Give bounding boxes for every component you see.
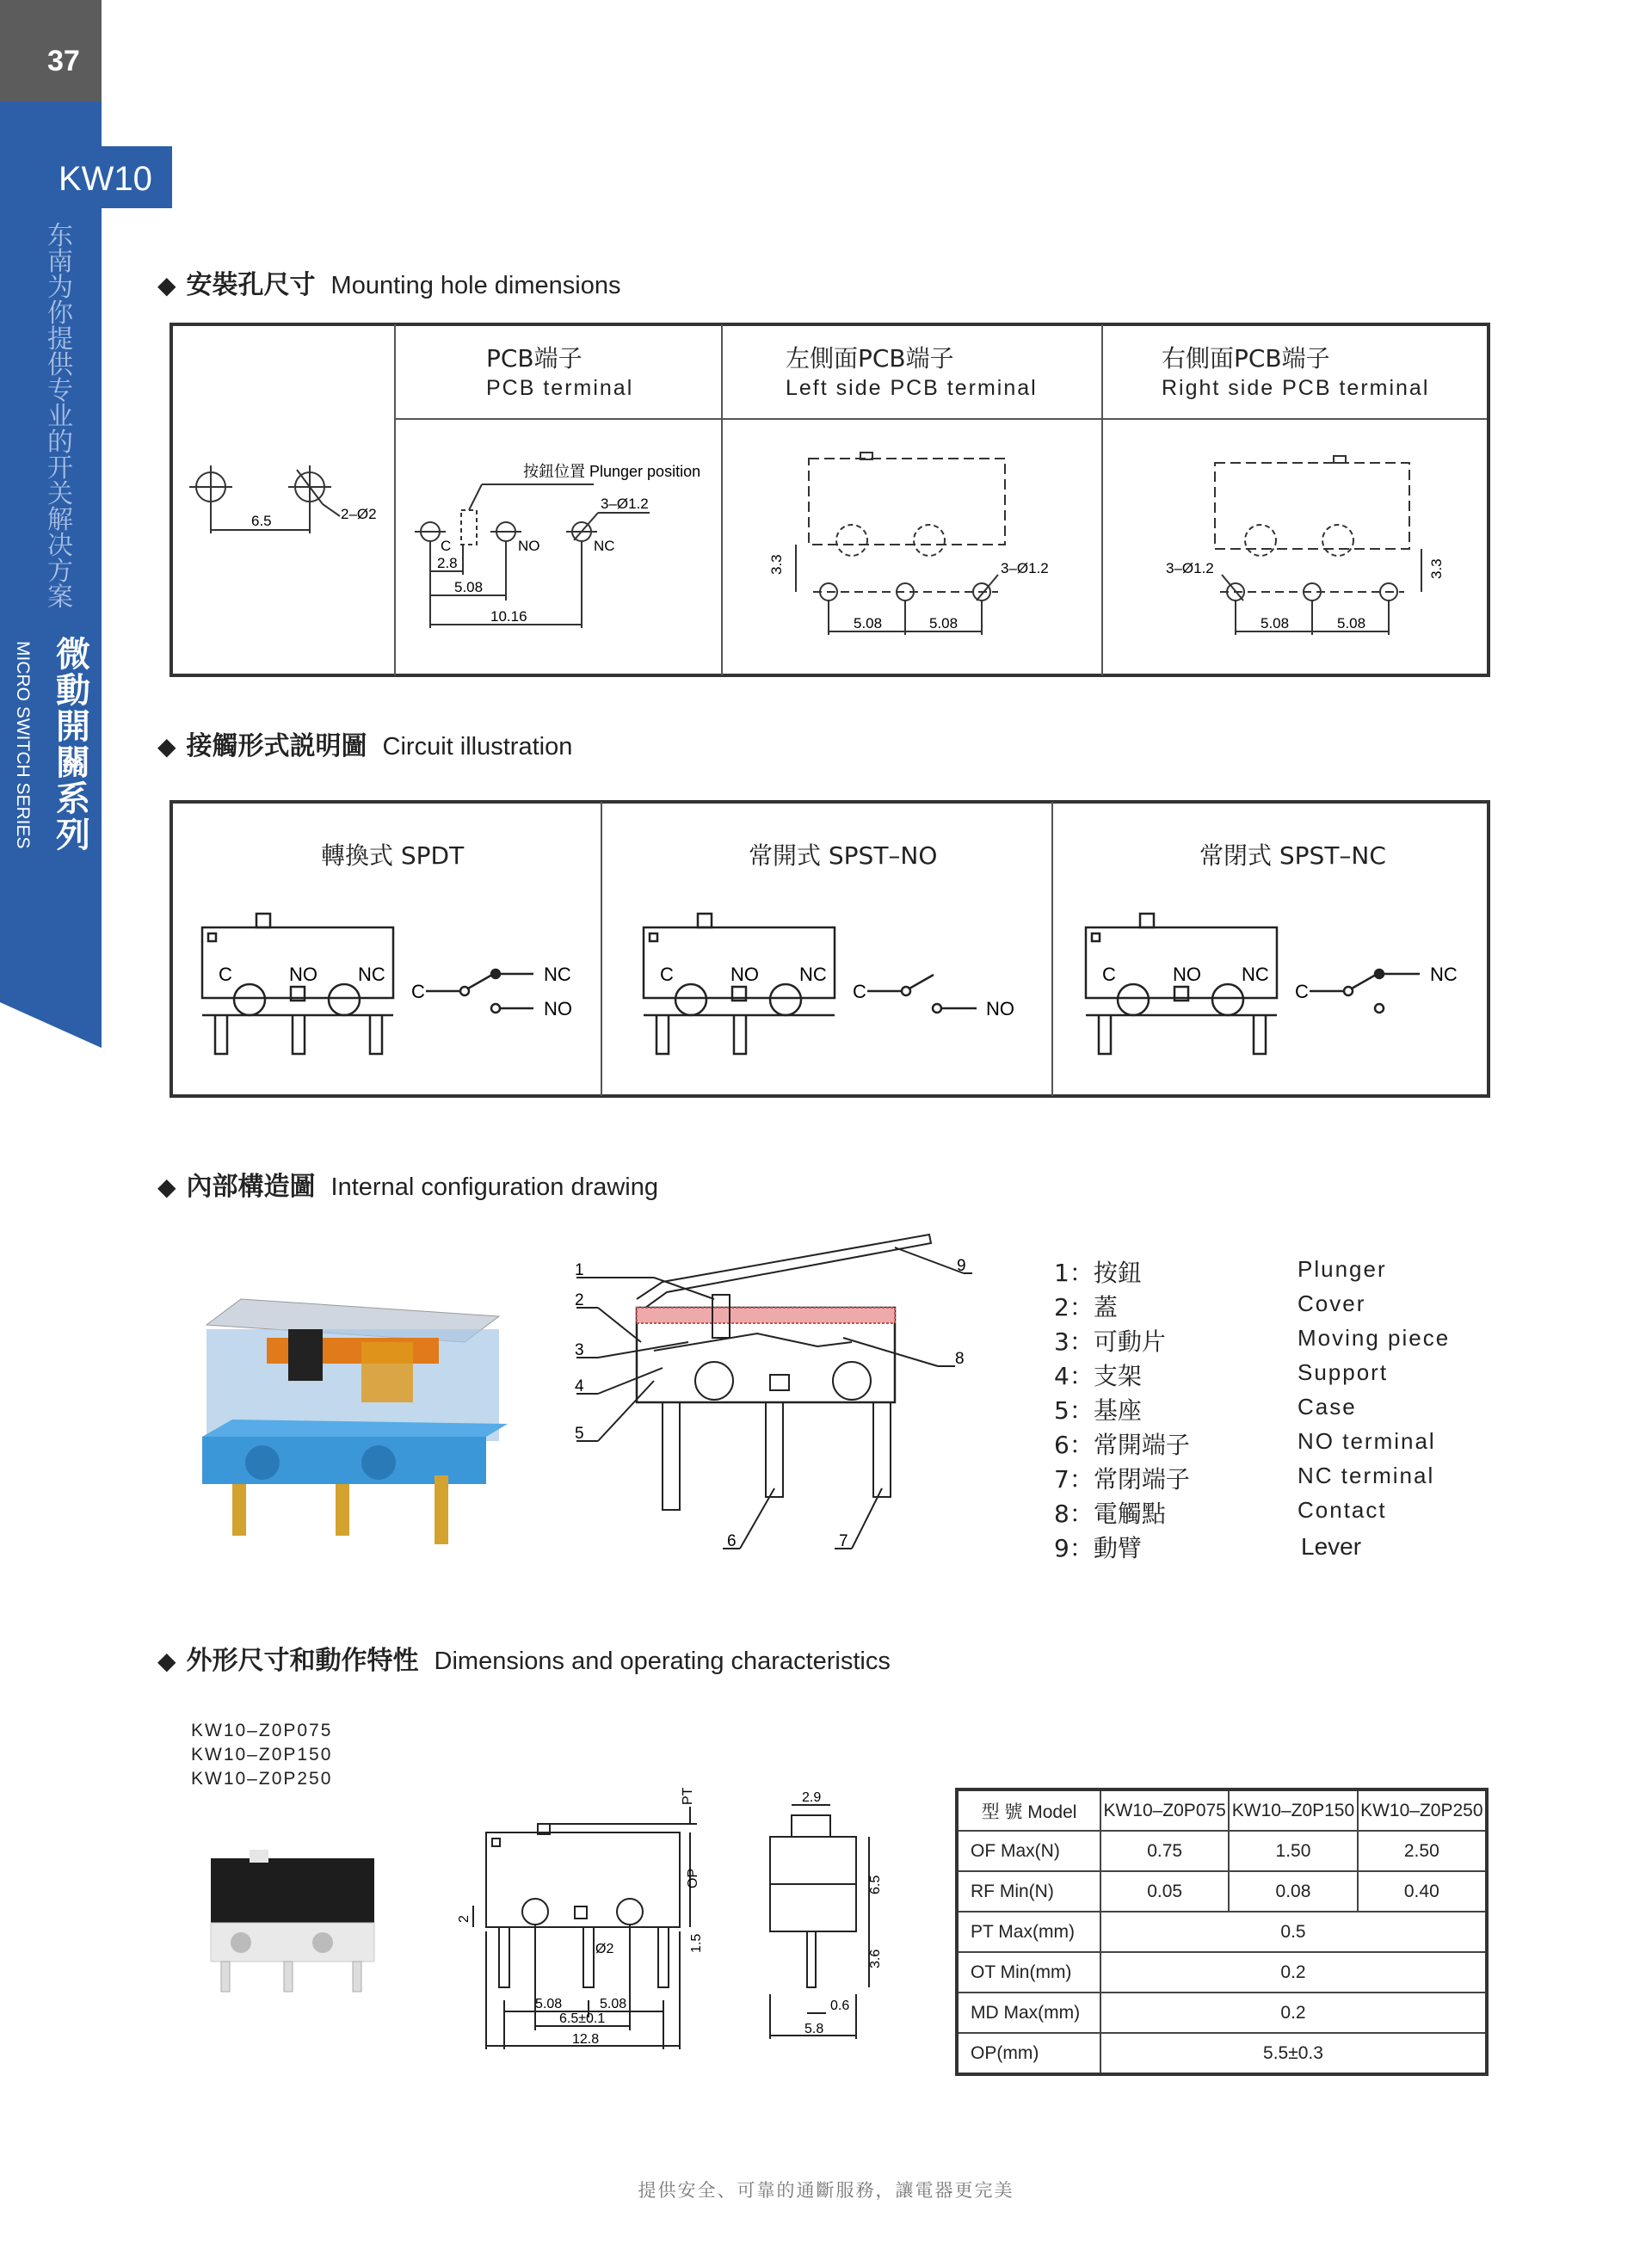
spstnc-schem-c: C <box>1295 981 1309 1002</box>
table-header-250: KW10–Z0P250 <box>1358 1789 1487 1831</box>
table-row <box>957 1952 1487 1993</box>
part-1-cn: 1：按鈕 <box>1054 1259 1142 1287</box>
table-row <box>957 1871 1487 1912</box>
cell-value: 1.50 <box>1229 1831 1357 1871</box>
part-8-en: Contact <box>1298 1497 1387 1523</box>
dim-5-08-left-a: 5.08 <box>854 615 883 631</box>
callout-5: 5 <box>575 1425 584 1443</box>
table-header-075: KW10–Z0P075 <box>1100 1789 1229 1831</box>
section-heading-circuit: ◆ 接觸形式説明圖 Circuit illustration <box>157 731 573 761</box>
circuit-spst-no-title: 常開式 SPST–NO <box>749 841 938 870</box>
spdt-schem-c: C <box>411 981 425 1002</box>
cell-value: 0.05 <box>1100 1871 1229 1912</box>
cell-value: 0.75 <box>1100 1831 1229 1871</box>
circuit-spdt-title: 轉換式 SPDT <box>321 841 465 870</box>
model-075: KW10–Z0P075 <box>191 1721 333 1740</box>
page-number: 37 <box>47 45 80 77</box>
dim-3-3-left: 3.3 <box>768 554 785 575</box>
part-6-cn: 6：常開端子 <box>1054 1431 1190 1459</box>
label-0-6: 0.6 <box>830 1999 850 2013</box>
part-3-cn: 3：可動片 <box>1054 1327 1166 1356</box>
circuit-drawings <box>172 895 1489 1088</box>
spstno-no: NO <box>730 964 759 985</box>
part-4-en: Support <box>1298 1359 1389 1385</box>
label-2-9: 2.9 <box>802 1790 822 1805</box>
label-nc: NC <box>594 538 615 554</box>
label-pt: PT <box>681 1787 695 1805</box>
series-code: KW10 <box>59 160 152 198</box>
cell-value: 0.2 <box>1100 1993 1487 2033</box>
callout-2: 2 <box>575 1291 584 1309</box>
part-9-en: Lever <box>1301 1533 1362 1560</box>
table-header-150: KW10–Z0P150 <box>1229 1789 1357 1831</box>
spstno-c: C <box>660 964 674 985</box>
col-header-right-pcb: 右側面PCB端子 Right side PCB terminal <box>1162 344 1430 400</box>
spdt-no: NO <box>289 964 317 985</box>
dim-5-08-right-b: 5.08 <box>1337 615 1366 631</box>
dimension-drawings <box>439 1781 921 2065</box>
dim-6-5: 6.5 <box>251 513 272 529</box>
dim-3-3-right: 3.3 <box>1428 558 1445 579</box>
spstno-nc: NC <box>799 964 827 985</box>
internal-line-drawing <box>559 1222 972 1566</box>
dim-2-phi2: 2–Ø2 <box>341 506 377 522</box>
spec-table <box>955 1788 1489 2076</box>
dim-3-phi1-2-left: 3–Ø1.2 <box>1001 560 1049 576</box>
part-9-cn: 9：動臂 <box>1054 1534 1142 1562</box>
label-3-6: 3.6 <box>868 1949 883 1968</box>
part-1-en: Plunger <box>1298 1256 1387 1282</box>
label-5-08-b: 5.08 <box>600 1997 627 2011</box>
part-2-cn: 2：蓋 <box>1054 1293 1118 1321</box>
callout-7: 7 <box>839 1532 848 1550</box>
internal-switch-photo <box>189 1256 508 1549</box>
row-label: MD Max(mm) <box>957 1993 1100 2033</box>
cell-value: 2.50 <box>1358 1831 1487 1871</box>
plunger-position-label: 按鈕位置 Plunger position <box>523 463 701 480</box>
label-no: NO <box>518 538 540 554</box>
model-list <box>191 1719 332 1791</box>
row-label: OT Min(mm) <box>957 1952 1100 1993</box>
model-150: KW10–Z0P150 <box>191 1745 333 1765</box>
dim-3-phi1-2: 3–Ø1.2 <box>601 496 649 512</box>
callout-9: 9 <box>957 1257 966 1275</box>
callout-6: 6 <box>727 1532 737 1550</box>
label-6-5-tol: 6.5±0.1 <box>559 2011 606 2026</box>
label-phi2: Ø2 <box>595 1942 614 1956</box>
product-photo <box>194 1841 383 1996</box>
table-row <box>957 1993 1487 2033</box>
spstnc-nc: NC <box>1242 964 1269 985</box>
page-footer: 提供安全、可靠的通斷服務，讓電器更完美 <box>638 2180 1014 2201</box>
spdt-schem-nc: NC <box>544 964 571 985</box>
callout-8: 8 <box>955 1350 965 1368</box>
callout-3: 3 <box>575 1341 584 1359</box>
callout-4: 4 <box>575 1377 584 1395</box>
label-5-08-a: 5.08 <box>535 1997 563 2011</box>
sidebar-title-en: MICRO SWITCH SERIES <box>13 641 33 849</box>
cell-value: 0.5 <box>1100 1912 1487 1952</box>
row-label: OF Max(N) <box>957 1831 1100 1871</box>
circuit-spst-nc-title: 常閉式 SPST–NC <box>1199 841 1386 870</box>
section-heading-mounting: ◆ 安裝孔尺寸 Mounting hole dimensions <box>157 270 621 300</box>
dim-5-08-left-b: 5.08 <box>929 615 959 631</box>
spstnc-c: C <box>1102 964 1116 985</box>
spstnc-schem-nc: NC <box>1430 964 1458 985</box>
spdt-schem-no: NO <box>544 998 572 1019</box>
label-c: C <box>441 538 452 554</box>
label-6-5-side: 6.5 <box>868 1875 883 1894</box>
label-1-5: 1.5 <box>689 1933 704 1953</box>
callout-1: 1 <box>575 1261 584 1279</box>
cell-value: 0.40 <box>1358 1871 1487 1912</box>
row-label: RF Min(N) <box>957 1871 1100 1912</box>
mounting-drawings <box>172 420 1489 674</box>
table-row <box>957 1831 1487 1871</box>
sidebar-slogan: 东南为你提供专业的开关解决方案 <box>47 221 73 613</box>
label-op: OP <box>686 1868 700 1888</box>
table-row <box>957 1912 1487 1952</box>
sidebar-title-cn: 微動開關系列 <box>56 635 90 855</box>
dim-3-phi1-2-right: 3–Ø1.2 <box>1166 560 1214 576</box>
spstno-schem-no: NO <box>986 998 1014 1019</box>
label-5-8: 5.8 <box>804 2022 824 2036</box>
section-heading-internal: ◆ 內部構造圖 Internal configuration drawing <box>157 1172 659 1202</box>
part-8-cn: 8：電觸點 <box>1054 1500 1166 1528</box>
part-7-en: NC terminal <box>1298 1463 1435 1488</box>
part-6-en: NO terminal <box>1298 1428 1436 1454</box>
cell-value: 5.5±0.3 <box>1100 2033 1487 2074</box>
col-header-left-pcb: 左側面PCB端子 Left side PCB terminal <box>786 344 1038 400</box>
spstno-schem-c: C <box>853 981 866 1002</box>
dim-2-8: 2.8 <box>437 555 458 571</box>
cell-value: 0.2 <box>1100 1952 1487 1993</box>
dim-5-08: 5.08 <box>454 579 484 595</box>
spstnc-no: NO <box>1173 964 1201 985</box>
table-row <box>957 2033 1487 2074</box>
section-heading-dimensions: ◆ 外形尺寸和動作特性 Dimensions and operating characteristics <box>157 1646 891 1676</box>
dim-10-16: 10.16 <box>490 608 527 625</box>
part-7-cn: 7：常閉端子 <box>1054 1465 1190 1494</box>
row-label: PT Max(mm) <box>957 1912 1100 1952</box>
part-3-en: Moving piece <box>1298 1325 1451 1351</box>
spdt-c: C <box>219 964 232 985</box>
spdt-nc: NC <box>358 964 385 985</box>
table-header-row <box>957 1789 1487 1831</box>
part-5-en: Case <box>1298 1394 1357 1420</box>
cell-value: 0.08 <box>1229 1871 1357 1912</box>
part-5-cn: 5：基座 <box>1054 1396 1142 1425</box>
row-label: OP(mm) <box>957 2033 1100 2074</box>
model-250: KW10–Z0P250 <box>191 1769 333 1789</box>
part-2-en: Cover <box>1298 1290 1366 1316</box>
label-2: 2 <box>457 1915 472 1923</box>
dim-5-08-right-a: 5.08 <box>1261 615 1290 631</box>
col-header-pcb: PCB端子 PCB terminal <box>486 344 634 400</box>
part-4-cn: 4：支架 <box>1054 1362 1142 1390</box>
label-12-8: 12.8 <box>572 2032 600 2047</box>
table-header-model: 型 號 Model <box>957 1789 1100 1831</box>
